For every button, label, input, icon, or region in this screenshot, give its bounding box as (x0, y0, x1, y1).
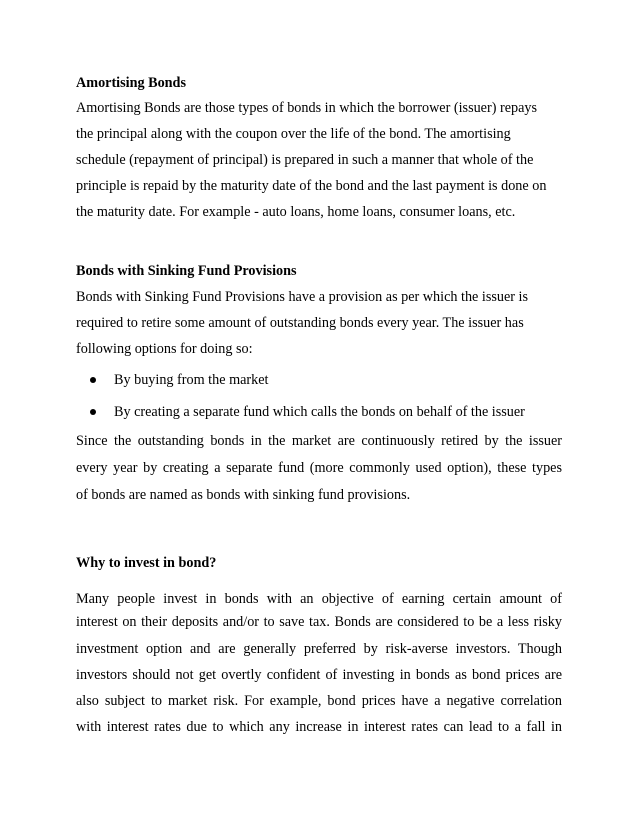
paragraph-line: the principal along with the coupon over the life of the bond. The amortising (76, 126, 511, 142)
paragraph-line: interest on their deposits and/or to save tax. Bonds are considered to be a less risky (76, 614, 562, 630)
paragraph-line: the maturity date. For example - auto loans, home loans, consumer loans, etc. (76, 204, 516, 220)
bullet-item: By creating a separate fund which calls the bonds on behalf of the issuer (114, 404, 525, 420)
paragraph-line: every year by creating a separate fund (more commonly used option), these types (76, 460, 562, 476)
paragraph-line: schedule (repayment of principal) is prepared in such a manner that whole of the (76, 152, 534, 168)
paragraph-line: with interest rates due to which any increase in interest rates can lead to a fall in (76, 719, 562, 735)
paragraph-line: investors should not get overtly confident of investing in bonds as bond prices are (76, 667, 562, 683)
section-heading-sinking-fund: Bonds with Sinking Fund Provisions (76, 263, 297, 279)
paragraph-line: investment option and are generally preferred by risk-averse investors. Though (76, 641, 562, 657)
bullet-icon (90, 377, 96, 383)
paragraph-line: Since the outstanding bonds in the market are continuously retired by the issuer (76, 433, 562, 449)
bullet-icon (90, 409, 96, 415)
paragraph-line: Many people invest in bonds with an objective of earning certain amount of (76, 591, 562, 607)
paragraph-line: principle is repaid by the maturity date of the bond and the last payment is done on (76, 178, 547, 194)
paragraph-line: Amortising Bonds are those types of bonds in which the borrower (issuer) repays (76, 100, 538, 116)
section-heading-why-invest: Why to invest in bond? (76, 555, 217, 571)
paragraph-line: also subject to market risk. For example, bond prices have a negative correlation (76, 693, 562, 709)
paragraph-line: Bonds with Sinking Fund Provisions have a provision as per which the issuer is (76, 289, 529, 305)
section-heading-amortising-bonds: Amortising Bonds (76, 75, 186, 91)
paragraph-line: of bonds are named as bonds with sinking fund provisions. (76, 487, 411, 503)
paragraph-line: required to retire some amount of outstanding bonds every year. The issuer has (76, 315, 524, 331)
bullet-item: By buying from the market (114, 372, 269, 388)
paragraph-line: following options for doing so: (76, 341, 253, 357)
